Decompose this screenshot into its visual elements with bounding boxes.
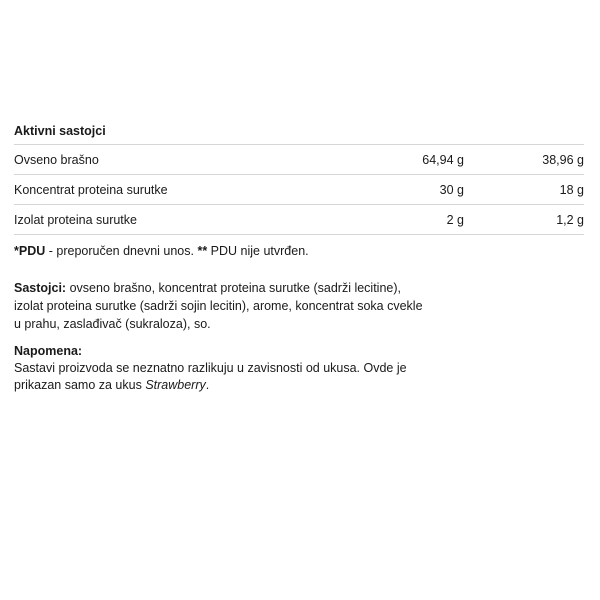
note-paragraph: [14, 343, 424, 394]
pdu-footnote: [14, 243, 584, 259]
nutrition-panel: [14, 122, 584, 394]
amount-per-100g: 1,2 g: [556, 212, 584, 227]
pdu2-label: **: [197, 244, 208, 258]
pdu-text: - preporučen dnevni unos.: [45, 244, 198, 258]
amount-per-serving: 30 g: [439, 182, 464, 197]
note-label: Napomena:: [14, 344, 83, 358]
ingredients-label: Sastojci:: [14, 281, 67, 295]
amount-per-serving: 64,94 g: [422, 152, 464, 167]
ingredients-paragraph: [14, 279, 424, 333]
ingredients-text: ovseno brašno, koncentrat proteina surutke (sadrži lecitine), izolat proteina surutke (sadrži sojin lecitin), arome, koncentrat soka cvekle u prahu, zaslađivač (sukraloza), so.: [14, 281, 423, 331]
note-flavor: Strawberry: [145, 378, 206, 392]
ingredient-name: Koncentrat proteina surutke: [14, 182, 168, 197]
ingredient-name: Ovseno brašno: [14, 152, 99, 167]
table-row: [14, 175, 584, 205]
amount-per-100g: 38,96 g: [542, 152, 584, 167]
table-row: [14, 145, 584, 175]
amount-per-serving: 2 g: [446, 212, 464, 227]
amount-per-100g: 18 g: [559, 182, 584, 197]
note-text: Sastavi proizvoda se neznatno razlikuju u zavisnosti od ukusa. Ovde je prikazan samo za ukus: [14, 361, 407, 392]
pdu2-text: PDU nije utvrđen.: [207, 244, 309, 258]
table-row: [14, 205, 584, 235]
ingredient-name: Izolat proteina surutke: [14, 212, 137, 227]
pdu-label: *PDU: [14, 244, 46, 258]
note-end: .: [205, 378, 210, 392]
section-title: Aktivni sastojci: [14, 122, 584, 145]
